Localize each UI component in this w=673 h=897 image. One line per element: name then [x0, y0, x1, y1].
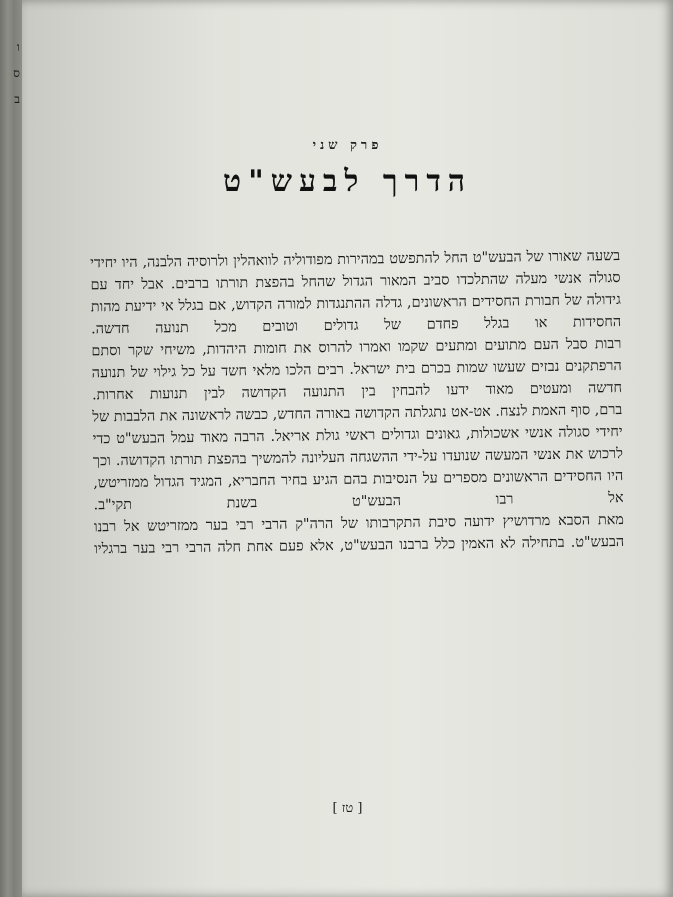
paragraph: ברם, סוף האמת לנצח. אט-אט נתגלתה הקדושה באורה החדש, כבשה לראשונה את הלבבות של יחידי סגולה אנשי אשכולות, גאונים וגדולים ראשי גולת אריאל. הרבה מאוד עמל הבעש"ט כדי לרכוש את אנשי המעשה שנועדו על-ידי ההשגחה העליונה להמשיך בהפצת תורתו הקדושה. וכך היו החסידים הראשונים מספרים על הנסיבות בהם הגיע בחיר החבריא, המגיד הגדול ממזריטש, אל רבו הבעש"ט בשנת תקי"ב.: [92, 401, 624, 514]
margin-glyph: ב: [14, 92, 20, 106]
chapter-label: פרק שני: [312, 138, 383, 153]
paragraph: בשעה שאורו של הבעש"ט החל להתפשט במהירות מפודוליה לוואהלין ולרוסיה הלבנה, היו יחידי סגולה אנשי מעלה שהתלכדו סביב המאור הגדול שהחל בהפצת תורתו ברבים. אבל יחד עם גידולה של חבורת החסידים הראשונים, גדלה ההתנגדות למורה הקדוש, אם בגלל אי ידיעת מהות החסידות או בגלל פחדם של גדולים וטובים מכל תנועה חדשה.: [90, 247, 622, 338]
paragraph: מאת הסבא מרדושיץ ידועה סיבת התקרבותו של הרה"ק הרבי רבי בער ממזריטש אל רבנו הבעש"ט. בתחילה לא האמין כלל ברבנו הבעש"ט, אלא פעם אחת חלה הרבי רבי בער ברגליו: [93, 511, 625, 558]
page-number: [ טז ]: [332, 801, 363, 816]
paragraph: רבות סבל העם מתועים ומתעים שקמו ואמרו להרוס את חומות היהדות, משיחי שקר וסתם הרפתקנים נבזים שעשו שמות בכרם בית ישראל. רבים הלכו מלאי חשד על כל גילוי של תנועה חדשה ומעטים מאוד ידעו להבחין בין התנועה הקדושה לבין תנועות אחרות.: [91, 335, 623, 404]
chapter-title: הדרך לבעש"ט: [222, 164, 473, 199]
body-text: [90, 245, 624, 560]
margin-glyph: ס: [13, 66, 20, 80]
margin-glyph: ו: [16, 40, 20, 54]
facing-page-edge: [0, 0, 22, 897]
